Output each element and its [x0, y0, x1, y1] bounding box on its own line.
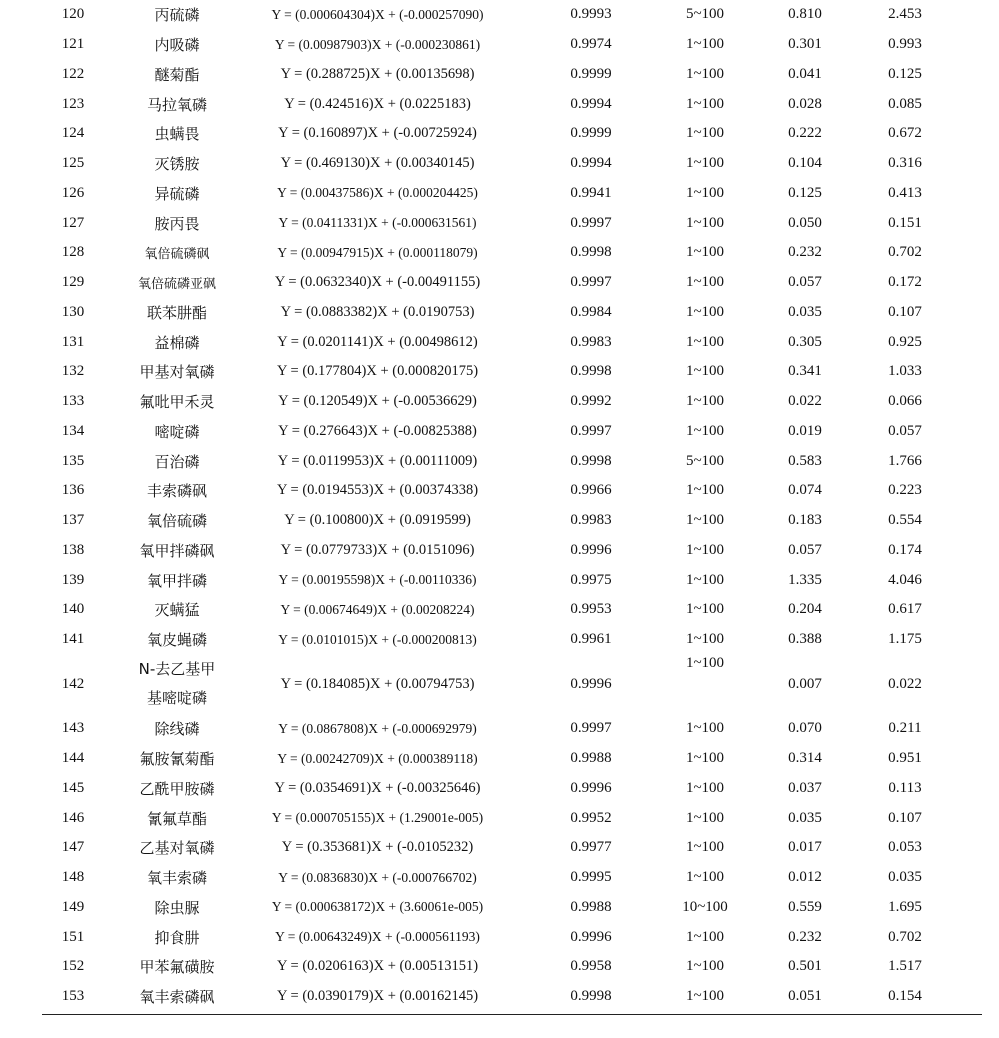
table-row — [0, 655, 999, 715]
row-number: 134 — [61, 422, 85, 439]
correlation-coefficient: 0.9984 — [570, 303, 612, 320]
compound-name: 灭螨猛 — [154, 601, 200, 620]
quantification-limit: 0.925 — [888, 333, 922, 350]
regression-equation: Y = (0.0883382)X + (0.0190753) — [280, 303, 475, 320]
row-number: 121 — [61, 36, 85, 53]
quantification-limit: 0.702 — [888, 244, 922, 261]
regression-equation: Y = (0.353681)X + (-0.0105232) — [281, 839, 474, 856]
regression-equation: Y = (0.100800)X + (0.0919599) — [284, 512, 471, 529]
row-number: 142 — [61, 675, 85, 692]
quantification-limit: 0.113 — [888, 779, 922, 796]
compound-name: 异硫磷 — [154, 184, 200, 203]
table-row — [0, 0, 999, 30]
table-row — [0, 298, 999, 328]
detection-limit: 0.070 — [788, 720, 822, 737]
compound-name: 甲苯氟磺胺 — [139, 958, 215, 977]
correlation-coefficient: 0.9997 — [570, 274, 612, 291]
detection-limit: 0.074 — [788, 482, 822, 499]
compound-name: 虫螨畏 — [154, 125, 200, 144]
correlation-coefficient: 0.9992 — [570, 393, 612, 410]
table-bottom-rule — [42, 1014, 982, 1015]
correlation-coefficient: 0.9994 — [570, 155, 612, 172]
compound-name: 马拉氧磷 — [146, 95, 207, 114]
quantification-limit: 0.022 — [888, 675, 922, 692]
row-number: 149 — [61, 898, 85, 915]
row-number: 123 — [61, 95, 85, 112]
table-row — [0, 238, 999, 268]
detection-limit: 0.019 — [788, 422, 822, 439]
row-number: 152 — [61, 958, 85, 975]
detection-limit: 0.559 — [788, 898, 822, 915]
detection-limit: 0.232 — [788, 244, 822, 261]
detection-limit: 0.341 — [788, 363, 822, 380]
quantification-limit: 0.316 — [888, 155, 922, 172]
table-row — [0, 922, 999, 952]
row-number: 148 — [61, 869, 85, 886]
regression-equation: Y = (0.184085)X + (0.00794753) — [280, 675, 475, 692]
regression-equation: Y = (0.000705155)X + (1.29001e-005) — [271, 810, 484, 826]
table-row — [0, 446, 999, 476]
regression-equation: Y = (0.120549)X + (-0.00536629) — [278, 393, 477, 410]
compound-name: 甲基对氧磷 — [139, 363, 215, 382]
linear-range: 1~100 — [685, 333, 725, 350]
table-row — [0, 952, 999, 982]
compound-name: 乙酰甲胺磷 — [139, 779, 215, 798]
regression-equation: Y = (0.0354691)X + (-0.00325646) — [274, 779, 481, 796]
row-number: 144 — [61, 750, 85, 767]
row-number: 140 — [61, 601, 85, 618]
quantification-limit: 0.053 — [888, 839, 922, 856]
compound-name: 醚菊酯 — [154, 65, 200, 84]
detection-limit: 0.057 — [788, 274, 822, 291]
correlation-coefficient: 0.9988 — [570, 898, 612, 915]
correlation-coefficient: 0.9997 — [570, 422, 612, 439]
linear-range: 1~100 — [685, 184, 725, 201]
linear-range: 1~100 — [685, 988, 725, 1005]
detection-limit: 0.583 — [788, 452, 822, 469]
correlation-coefficient: 0.9997 — [570, 214, 612, 231]
row-number: 135 — [61, 452, 85, 469]
table-row — [0, 357, 999, 387]
table-row — [0, 833, 999, 863]
compound-name: 除虫脲 — [154, 898, 200, 917]
compound-name-line: 基嘧啶磷 — [146, 689, 207, 708]
correlation-coefficient: 0.9958 — [570, 958, 612, 975]
table-row — [0, 595, 999, 625]
table-row — [0, 982, 999, 1012]
quantification-limit: 0.107 — [888, 809, 922, 826]
detection-limit: 0.022 — [788, 393, 822, 410]
regression-equation: Y = (0.00947915)X + (0.000118079) — [277, 244, 478, 260]
linear-range: 1~100 — [685, 274, 725, 291]
compound-name-line: N-去乙基甲 — [138, 659, 216, 678]
compound-name: 氧丰索磷 — [146, 869, 207, 888]
quantification-limit: 0.151 — [888, 214, 922, 231]
linear-range: 1~100 — [685, 958, 725, 975]
table-row — [0, 327, 999, 357]
compound-name: 嘧啶磷 — [154, 422, 200, 441]
linear-range: 1~100 — [685, 750, 725, 767]
linear-range: 1~100 — [685, 779, 725, 796]
regression-equation: Y = (0.00643249)X + (-0.000561193) — [275, 929, 480, 945]
correlation-coefficient: 0.9983 — [570, 512, 612, 529]
regression-equation: Y = (0.276643)X + (-0.00825388) — [278, 422, 477, 439]
linear-range: 1~100 — [685, 125, 725, 142]
linear-range: 1~100 — [685, 809, 725, 826]
regression-equation: Y = (0.0836830)X + (-0.000766702) — [278, 869, 477, 885]
linear-range: 10~100 — [682, 898, 728, 915]
row-number: 147 — [61, 839, 85, 856]
detection-limit: 0.037 — [788, 779, 822, 796]
regression-equation: Y = (0.469130)X + (0.00340145) — [280, 155, 475, 172]
regression-equation: Y = (0.00437586)X + (0.000204425) — [277, 185, 478, 201]
linear-range: 1~100 — [685, 36, 725, 53]
correlation-coefficient: 0.9999 — [570, 125, 612, 142]
row-number: 153 — [61, 988, 85, 1005]
row-number: 151 — [61, 928, 85, 945]
compound-name: 抑食肼 — [154, 928, 200, 947]
regression-equation: Y = (0.0206163)X + (0.00513151) — [276, 958, 479, 975]
detection-limit: 0.501 — [788, 958, 822, 975]
regression-equation: Y = (0.177804)X + (0.000820175) — [276, 363, 479, 380]
table-row — [0, 119, 999, 149]
regression-equation: Y = (0.0632340)X + (-0.00491155) — [274, 274, 481, 291]
row-number: 125 — [61, 155, 85, 172]
correlation-coefficient: 0.9966 — [570, 482, 612, 499]
linear-range: 5~100 — [685, 6, 725, 23]
table-row — [0, 268, 999, 298]
linear-range: 1~100 — [685, 214, 725, 231]
correlation-coefficient: 0.9953 — [570, 601, 612, 618]
quantification-limit: 0.057 — [888, 422, 922, 439]
quantification-limit: 0.617 — [888, 601, 922, 618]
detection-limit: 0.125 — [788, 184, 822, 201]
table-row — [0, 536, 999, 566]
regression-equation: Y = (0.0411331)X + (-0.000631561) — [278, 215, 477, 231]
regression-equation: Y = (0.00987903)X + (-0.000230861) — [274, 36, 481, 52]
detection-limit: 0.035 — [788, 303, 822, 320]
regression-equation: Y = (0.0390179)X + (0.00162145) — [276, 988, 479, 1005]
regression-equation: Y = (0.160897)X + (-0.00725924) — [278, 125, 477, 142]
compound-name: 胺丙畏 — [154, 214, 200, 233]
correlation-coefficient: 0.9997 — [570, 720, 612, 737]
row-number: 132 — [61, 363, 85, 380]
correlation-coefficient: 0.9998 — [570, 452, 612, 469]
correlation-coefficient: 0.9941 — [570, 184, 612, 201]
detection-limit: 0.012 — [788, 869, 822, 886]
table-row — [0, 714, 999, 744]
row-number: 127 — [61, 214, 85, 231]
compound-name: 氟胺氰菊酯 — [139, 750, 215, 769]
linear-range: 1~100 — [685, 512, 725, 529]
linear-range: 1~100 — [685, 95, 725, 112]
linear-range: 1~100 — [685, 720, 725, 737]
table-row — [0, 744, 999, 774]
detection-limit: 0.035 — [788, 809, 822, 826]
correlation-coefficient: 0.9977 — [570, 839, 612, 856]
correlation-coefficient: 0.9996 — [570, 928, 612, 945]
compound-name: 氧甲拌磷 — [146, 571, 207, 590]
linear-range: 1~100 — [685, 393, 725, 410]
correlation-coefficient: 0.9999 — [570, 65, 612, 82]
linear-range: 1~100 — [685, 928, 725, 945]
detection-limit: 0.007 — [788, 675, 822, 692]
detection-limit: 1.335 — [788, 571, 822, 588]
regression-equation: Y = (0.0194553)X + (0.00374338) — [276, 482, 479, 499]
compound-name: 除线磷 — [154, 720, 200, 739]
correlation-coefficient: 0.9974 — [570, 36, 612, 53]
detection-limit: 0.057 — [788, 541, 822, 558]
linear-range: 1~100 — [685, 155, 725, 172]
quantification-limit: 0.672 — [888, 125, 922, 142]
linear-range: 1~100 — [685, 303, 725, 320]
linear-range: 1~100 — [685, 869, 725, 886]
correlation-coefficient: 0.9996 — [570, 779, 612, 796]
row-number: 122 — [61, 65, 85, 82]
detection-limit: 0.301 — [788, 36, 822, 53]
row-number: 130 — [61, 303, 85, 320]
compound-name: 氧倍硫磷砜 — [144, 247, 210, 263]
regression-equation: Y = (0.000638172)X + (3.60061e-005) — [271, 899, 484, 915]
regression-equation: Y = (0.0201141)X + (0.00498612) — [277, 333, 478, 350]
quantification-limit: 1.175 — [888, 631, 922, 648]
quantification-limit: 0.951 — [888, 750, 922, 767]
detection-limit: 0.051 — [788, 988, 822, 1005]
quantification-limit: 0.993 — [888, 36, 922, 53]
regression-equation: Y = (0.0119953)X + (0.00111009) — [277, 452, 478, 469]
quantification-limit: 0.413 — [888, 184, 922, 201]
row-number: 141 — [61, 631, 85, 648]
compound-name — [104, 655, 250, 715]
detection-limit: 0.232 — [788, 928, 822, 945]
linear-range: 1~100 — [685, 631, 725, 648]
row-number: 136 — [61, 482, 85, 499]
compound-name: 内吸磷 — [154, 36, 200, 55]
correlation-coefficient: 0.9988 — [570, 750, 612, 767]
row-number: 128 — [61, 244, 85, 261]
regression-equation: Y = (0.0779733)X + (0.0151096) — [280, 541, 475, 558]
correlation-coefficient: 0.9995 — [570, 869, 612, 886]
correlation-coefficient: 0.9998 — [570, 988, 612, 1005]
regression-equation: Y = (0.00195598)X + (-0.00110336) — [278, 572, 477, 588]
detection-limit: 0.041 — [788, 65, 822, 82]
linear-range: 1~100 — [685, 571, 725, 588]
correlation-coefficient: 0.9996 — [570, 675, 612, 692]
correlation-coefficient: 0.9975 — [570, 571, 612, 588]
correlation-coefficient: 0.9994 — [570, 95, 612, 112]
row-number: 139 — [61, 571, 85, 588]
table-row — [0, 417, 999, 447]
row-number: 124 — [61, 125, 85, 142]
linear-range: 1~100 — [685, 601, 725, 618]
linear-range: 1~100 — [685, 839, 725, 856]
detection-limit: 0.314 — [788, 750, 822, 767]
table-row — [0, 476, 999, 506]
row-number: 145 — [61, 779, 85, 796]
quantification-limit: 0.174 — [888, 541, 922, 558]
compound-name: 百治磷 — [154, 452, 200, 471]
table-row — [0, 149, 999, 179]
compound-name: 氰氟草酯 — [146, 809, 207, 828]
correlation-coefficient: 0.9998 — [570, 363, 612, 380]
quantification-limit: 0.223 — [888, 482, 922, 499]
linear-range: 1~100 — [685, 65, 725, 82]
correlation-coefficient: 0.9996 — [570, 541, 612, 558]
table-row — [0, 893, 999, 923]
compound-name: 氧甲拌磷砜 — [139, 541, 215, 560]
linear-range: 1~100 — [685, 363, 725, 380]
detection-limit: 0.388 — [788, 631, 822, 648]
table-row — [0, 208, 999, 238]
compound-name: 氧丰索磷砜 — [139, 988, 215, 1007]
correlation-coefficient: 0.9961 — [570, 631, 612, 648]
compound-name: 氧倍硫磷 — [146, 512, 207, 531]
compound-name: 灭锈胺 — [154, 155, 200, 174]
compound-name: 联苯肼酯 — [146, 303, 207, 322]
regression-equation: Y = (0.0867808)X + (-0.000692979) — [278, 720, 477, 736]
quantification-limit: 1.033 — [888, 363, 922, 380]
compound-name: 乙基对氧磷 — [139, 839, 215, 858]
table-row — [0, 863, 999, 893]
detection-limit: 0.305 — [788, 333, 822, 350]
detection-limit: 0.028 — [788, 95, 822, 112]
row-number: 120 — [61, 6, 85, 23]
table-row — [0, 179, 999, 209]
quantification-limit: 1.517 — [888, 958, 922, 975]
quantification-limit: 0.172 — [888, 274, 922, 291]
row-number: 126 — [61, 184, 85, 201]
quantification-limit: 0.211 — [888, 720, 922, 737]
table-row — [0, 387, 999, 417]
table-row — [0, 30, 999, 60]
row-number: 137 — [61, 512, 85, 529]
regression-equation: Y = (0.288725)X + (0.00135698) — [280, 65, 475, 82]
regression-equation: Y = (0.424516)X + (0.0225183) — [284, 95, 471, 112]
regression-equation: Y = (0.00674649)X + (0.00208224) — [280, 601, 475, 617]
regression-equation: Y = (0.0101015)X + (-0.000200813) — [278, 631, 477, 647]
table-row — [0, 506, 999, 536]
quantification-limit: 0.702 — [888, 928, 922, 945]
detection-limit: 0.204 — [788, 601, 822, 618]
table-row — [0, 565, 999, 595]
table-row — [0, 89, 999, 119]
quantification-limit: 0.554 — [888, 512, 922, 529]
quantification-limit: 0.085 — [888, 95, 922, 112]
linear-range: 1~100 — [685, 654, 725, 671]
compound-name: 丙硫磷 — [154, 6, 200, 25]
regression-equation: Y = (0.00242709)X + (0.000389118) — [277, 750, 478, 766]
quantification-limit: 0.107 — [888, 303, 922, 320]
quantification-limit: 0.035 — [888, 869, 922, 886]
quantification-limit: 2.453 — [888, 6, 922, 23]
quantification-limit: 1.695 — [888, 898, 922, 915]
compound-name: 益棉磷 — [154, 333, 200, 352]
table-row — [0, 774, 999, 804]
correlation-coefficient: 0.9993 — [570, 6, 612, 23]
table-row — [0, 60, 999, 90]
linear-range: 1~100 — [685, 541, 725, 558]
detection-limit: 0.017 — [788, 839, 822, 856]
linear-range: 1~100 — [685, 422, 725, 439]
quantification-limit: 0.125 — [888, 65, 922, 82]
quantification-limit: 1.766 — [888, 452, 922, 469]
compound-name: 氧皮蝇磷 — [146, 631, 207, 650]
row-number: 129 — [61, 274, 85, 291]
linear-range: 1~100 — [685, 482, 725, 499]
quantification-limit: 0.066 — [888, 393, 922, 410]
row-number: 133 — [61, 393, 85, 410]
quantification-limit: 4.046 — [888, 571, 922, 588]
compound-name: 氧倍硫磷亚砜 — [137, 277, 216, 293]
quantification-limit: 0.154 — [888, 988, 922, 1005]
row-number: 138 — [61, 541, 85, 558]
correlation-coefficient: 0.9983 — [570, 333, 612, 350]
correlation-coefficient: 0.9952 — [570, 809, 612, 826]
row-number: 131 — [61, 333, 85, 350]
linear-range: 5~100 — [685, 452, 725, 469]
table-row — [0, 625, 999, 655]
compound-name: 丰索磷砜 — [146, 482, 207, 501]
correlation-coefficient: 0.9998 — [570, 244, 612, 261]
linear-range: 1~100 — [685, 244, 725, 261]
regression-equation: Y = (0.000604304)X + (-0.000257090) — [271, 6, 484, 22]
detection-limit: 0.050 — [788, 214, 822, 231]
detection-limit: 0.222 — [788, 125, 822, 142]
table-row — [0, 803, 999, 833]
detection-limit: 0.104 — [788, 155, 822, 172]
detection-limit: 0.810 — [788, 6, 822, 23]
row-number: 146 — [61, 809, 85, 826]
detection-limit: 0.183 — [788, 512, 822, 529]
compound-name: 氟吡甲禾灵 — [139, 393, 215, 412]
row-number: 143 — [61, 720, 85, 737]
